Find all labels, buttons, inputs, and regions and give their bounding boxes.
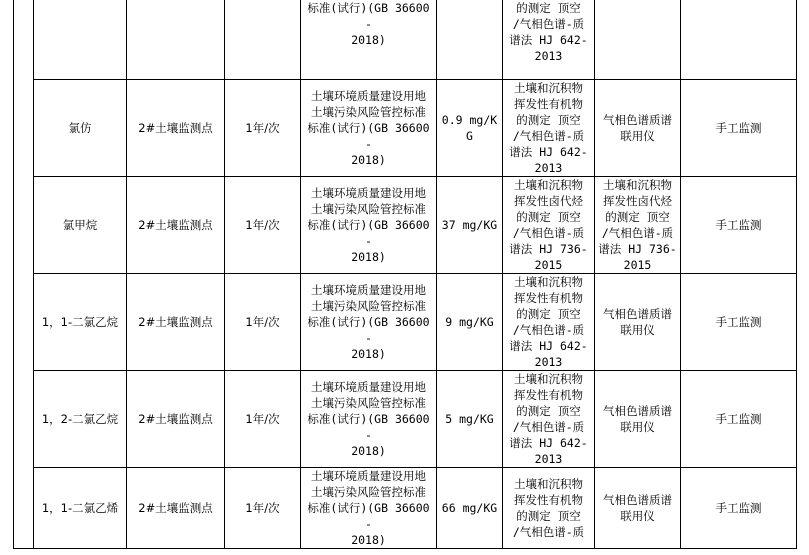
method-cell: 土壤和沉积物 挥发性有机物 的测定 顶空 /气相色谱-质 谱法 HJ 642- 2013	[503, 370, 595, 467]
frequency-cell: 1年/次	[225, 79, 301, 176]
instrument-cell: 气相色谱质谱 联用仪	[595, 467, 681, 548]
method-cell: 的测定 顶空 /气相色谱-质 谱法 HJ 642- 2013	[503, 0, 595, 79]
mode-cell: 手工监测	[681, 79, 797, 176]
mode-cell: 手工监测	[681, 467, 797, 548]
instrument-cell: 气相色谱质谱 联用仪	[595, 370, 681, 467]
merged-left-cell	[14, 0, 34, 548]
site-cell: 2#土壤监测点	[127, 467, 225, 548]
frequency-cell: 1年/次	[225, 370, 301, 467]
table-row	[14, 467, 797, 548]
frequency-cell: 1年/次	[225, 176, 301, 273]
limit-cell: 66 mg/KG	[437, 467, 503, 548]
pollutant-cell: 1，1-二氯乙烯	[34, 467, 127, 548]
standard-cell: 土壤环境质量建设用地 土壤污染风险管控标准 标准(试行)(GB 36600- 2018)	[301, 370, 437, 467]
frequency-cell: 1年/次	[225, 467, 301, 548]
limit-cell: 9 mg/KG	[437, 273, 503, 370]
method-cell: 土壤和沉积物 挥发性卤代烃 的测定 顶空 /气相色谱-质 谱法 HJ 736- 2015	[503, 176, 595, 273]
instrument-cell: 气相色谱质谱 联用仪	[595, 273, 681, 370]
limit-cell: 37 mg/KG	[437, 176, 503, 273]
table-row	[14, 273, 797, 370]
mode-cell: 手工监测	[681, 273, 797, 370]
standard-cell: 土壤环境质量建设用地 土壤污染风险管控标准 标准(试行)(GB 36600- 2018)	[301, 176, 437, 273]
frequency-cell	[225, 0, 301, 79]
site-cell: 2#土壤监测点	[127, 79, 225, 176]
standard-cell: 标准(试行)(GB 36600- 2018)	[301, 0, 437, 79]
mode-cell: 手工监测	[681, 370, 797, 467]
table-row	[14, 370, 797, 467]
pollutant-cell: 1，1-二氯乙烷	[34, 273, 127, 370]
instrument-cell: 气相色谱质谱 联用仪	[595, 79, 681, 176]
standard-cell: 土壤环境质量建设用地 土壤污染风险管控标准 标准(试行)(GB 36600- 2018)	[301, 467, 437, 548]
site-cell: 2#土壤监测点	[127, 273, 225, 370]
pollutant-cell	[34, 0, 127, 79]
site-cell: 2#土壤监测点	[127, 370, 225, 467]
mode-cell	[681, 0, 797, 79]
mode-cell: 手工监测	[681, 176, 797, 273]
limit-cell: 5 mg/KG	[437, 370, 503, 467]
table-row	[14, 79, 797, 176]
method-cell: 土壤和沉积物 挥发性有机物 的测定 顶空 /气相色谱-质	[503, 467, 595, 548]
instrument-cell: 土壤和沉积物 挥发性卤代烃 的测定 顶空 /气相色谱-质 谱法 HJ 736- 2015	[595, 176, 681, 273]
instrument-cell	[595, 0, 681, 79]
pollutant-cell: 1，2-二氯乙烷	[34, 370, 127, 467]
standard-cell: 土壤环境质量建设用地 土壤污染风险管控标准 标准(试行)(GB 36600- 2018)	[301, 79, 437, 176]
method-cell: 土壤和沉积物 挥发性有机物 的测定 顶空 /气相色谱-质 谱法 HJ 642- 2013	[503, 273, 595, 370]
pollutant-cell: 氯甲烷	[34, 176, 127, 273]
frequency-cell: 1年/次	[225, 273, 301, 370]
site-cell	[127, 0, 225, 79]
method-cell: 土壤和沉积物 挥发性有机物 的测定 顶空 /气相色谱-质 谱法 HJ 642- 2013	[503, 79, 595, 176]
standard-cell: 土壤环境质量建设用地 土壤污染风险管控标准 标准(试行)(GB 36600- 2018)	[301, 273, 437, 370]
monitoring-table	[13, 0, 797, 549]
site-cell: 2#土壤监测点	[127, 176, 225, 273]
limit-cell: 0.9 mg/KG	[437, 79, 503, 176]
limit-cell	[437, 0, 503, 79]
table-row	[14, 176, 797, 273]
table-row	[14, 0, 797, 79]
pollutant-cell: 氯仿	[34, 79, 127, 176]
